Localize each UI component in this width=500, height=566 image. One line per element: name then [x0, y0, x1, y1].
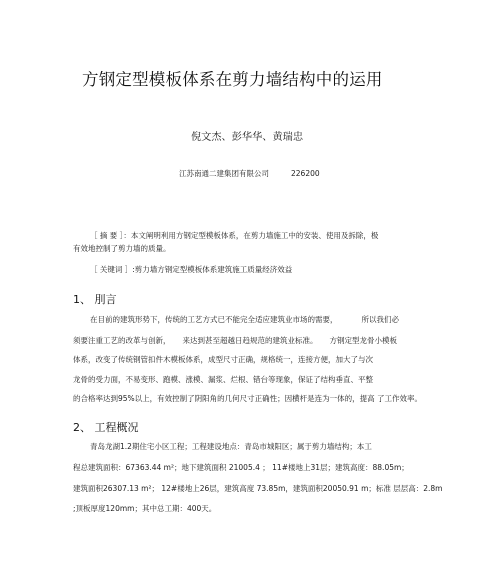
section-1-heading: 1、 刖言: [73, 293, 117, 306]
section-1-line-4: 龙骨的受力面，不易变形、跑模、涨模、漏浆、烂根、错台等现象，保证了结构垂直、平整: [73, 375, 373, 384]
section-2-line-1: 青岛龙湖1.2期住宅小区工程；工程建设地点：青岛市城阳区；属于剪力墙结构；本工: [90, 442, 372, 451]
section-1-line-2: 须要注重工艺的改革与创新， 来达到甚至超越日趋规范的建筑业标准。 方钢定型龙骨小模板: [73, 336, 397, 345]
section-2-line-3: 建筑面积26307.13 m²； 12#楼地上26层，建筑高度 73.85m，建筑面积20050.91 m；标准 层层高：2.8m: [73, 484, 443, 493]
authors: 倪文杰、彭华华、黄瑞忠: [191, 132, 304, 143]
postcode: 226200: [291, 169, 320, 178]
section-1-line-5: 的合格率达到95%以上，有效控制了阴阳角的几何尺寸正确性；因横杆是连为一体的，提高 了工作效率。: [73, 394, 423, 403]
section-1-line-1: 在目前的建筑形势下，传统的工艺方式已不能完全适应建筑业市场的需要， 所以我们必: [90, 315, 399, 324]
affiliation-line: [179, 168, 320, 179]
affiliation: 江苏南通二建集团有限公司: [179, 169, 269, 178]
section-2-line-2: 程总建筑面积：67363.44 m²；地下建筑面积 21005.4 ； 11#楼地上31层；建筑高度：88.05m；: [73, 463, 409, 472]
section-1-line-3: 体系，改变了传统钢管扣件木模板体系，成型尺寸正确，规格统一，连接方便，加大了与次: [73, 355, 373, 364]
abstract-line-1: ［ 摘 要 ］：本文阐明利用方钢定型模板体系，在剪力墙施工中的安装、使用及拆除，极: [90, 231, 379, 240]
section-2-heading: 2、 工程概况: [73, 421, 139, 434]
section-2-line-4: ;顶板厚度120mm；其中总工期：400天。: [73, 504, 217, 513]
paper-title: 方钢定型模板体系在剪力墙结构中的运用: [82, 70, 383, 89]
keywords: ［ 关键词 ］:剪力墙方钢定型模板体系建筑施工质量经济效益: [90, 265, 293, 274]
abstract-line-2: 有效地控制了剪力墙的质量。: [73, 244, 171, 253]
